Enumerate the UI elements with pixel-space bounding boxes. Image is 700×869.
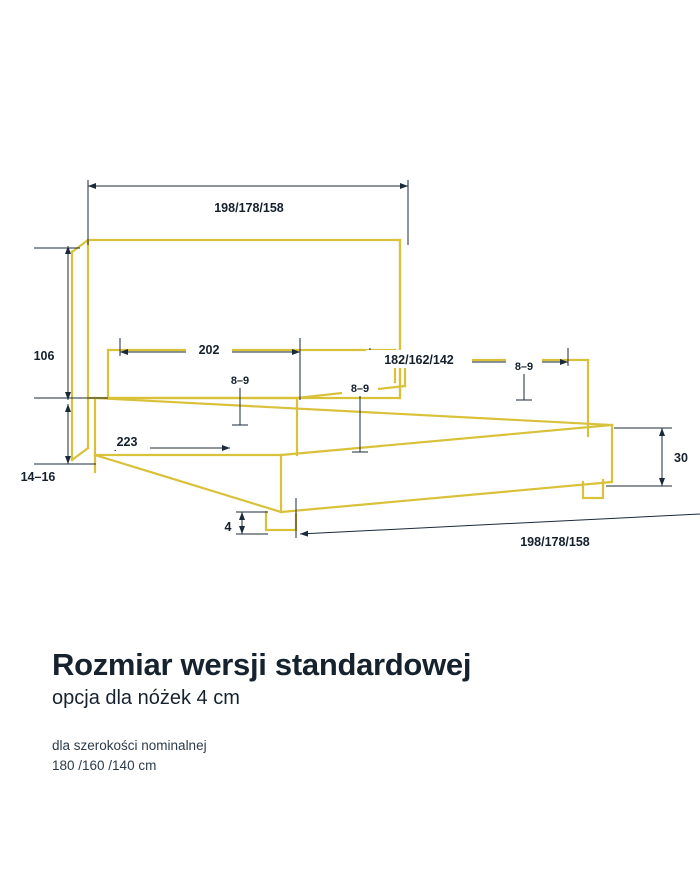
dim-label-89-right: 8–9 <box>514 361 534 373</box>
arrow-30-top <box>659 428 665 436</box>
caption-note-line-2: 180 /160 /140 cm <box>52 757 157 773</box>
base-front-bottom-left <box>95 455 281 512</box>
base-front-bottom-right <box>281 482 612 512</box>
headboard-edge-bottom-left <box>72 448 88 460</box>
arrow-leg-top <box>65 404 71 412</box>
caption-heading: Rozmiar wersji standardowej <box>52 647 472 682</box>
arrow-30-bottom <box>659 478 665 486</box>
arrow-top-right <box>400 183 408 189</box>
dim-label-223: 223 <box>116 435 138 449</box>
arrow-bottom-left <box>300 531 308 537</box>
dim-label-89-center: 8–9 <box>350 383 370 395</box>
arrow-top-left <box>88 183 96 189</box>
caption-note-line-1: dla szerokości nominalnej <box>52 738 207 754</box>
caption-note <box>52 736 672 775</box>
dim-label-30: 30 <box>674 451 688 465</box>
caption-block <box>52 648 672 775</box>
dim-label-bottom-width: 198/178/158 <box>520 535 590 549</box>
arrow-106-top <box>65 246 71 254</box>
dim-label-14-16: 14–16 <box>20 470 56 484</box>
dim-label-182: 182/162/142 <box>384 353 454 367</box>
base-top-front-edge <box>281 425 612 455</box>
dim-label-4: 4 <box>224 520 232 534</box>
dim-line-bottom-width <box>300 514 700 534</box>
arrow-4-top <box>239 512 245 520</box>
leg-front-center <box>266 512 296 530</box>
dim-label-202: 202 <box>198 343 220 357</box>
dim-label-height-106: 106 <box>33 349 55 363</box>
dim-label-89-left: 8–9 <box>230 375 250 387</box>
arrow-leg-bottom <box>65 456 71 464</box>
base-top-back-edge <box>95 398 612 425</box>
headboard-edge-top-left <box>72 240 88 252</box>
arrow-106-bottom <box>65 392 71 400</box>
arrow-4-bottom <box>239 526 245 534</box>
arrow-223-right <box>222 445 230 451</box>
dim-label-top-width: 198/178/158 <box>214 201 284 215</box>
caption-subheading: opcja dla nóżek 4 cm <box>52 687 240 710</box>
